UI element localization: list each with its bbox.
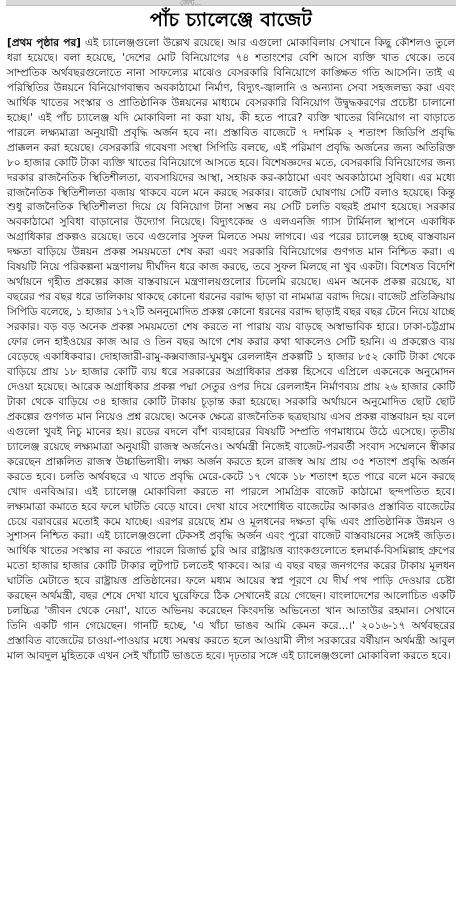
article-body-text: এই চ্যালেঞ্জগুলো উল্লেখ রয়েছে। আর এগুলো মোকাবিলায় সেখানে কিছু কৌশলও তুলে ধরা হয়েছে। বলা হয়েছে, 'দেশের মোট বিনিয়োগের ৭৪ শতাংশের বেশি আসে ব্যক্তি খাত থেকে। তবে সাম্প্রতিক অর্থবছরগুলোতে নানা সাফল্যের মাঝেও বেসরকারি বিনিয়োগে কাঙ্ক্ষিত গতি আসেনি। তাই এ পরিস্থিতির উন্নয়নে বিনিয়োগবান্ধব অবকাঠামো নির্মাণ, বিদ্যুৎ-জ্বালানি ও অন্যান্য সেবা সহজলভ্য করা এবং আর্থিক খাতের সংস্কার ও প্রাতিষ্ঠানিক উন্নয়নের মাধ্যমে বেসরকারি বিনিয়োগ উদ্বুদ্ধকরণের প্রচেষ্টা চালানো হচ্ছে।' এই পাঁচ চ্যালেঞ্জ যদি মোকাবিলা না করা যায়, কী হতে পারে? ব্যক্তি খাতের বিনিয়োগ না বাড়াতে পারলে লক্ষ্যমাত্রা অনুযায়ী প্রবৃদ্ধি অর্জন হবে না। প্রস্তাবিত বাজেটে ৭ দশমিক ২ শতাংশ জিডিপি প্রবৃদ্ধি প্রাক্কলন করা হয়েছে। বেসরকারি গবেষণা সংস্থা সিপিডি বলছে, এই পরিমাণ প্রবৃদ্ধি অর্জনের জন্য অতিরিক্ত ৮০ হাজার কোটি টাকা ব্যক্তি খাতের বিনিয়োগে আসতে হবে। বিশেষজ্ঞদের মতে, বেসরকারি বিনিয়োগের জন্য দরকার রাজনৈতিক স্থিতিশীলতা, ব্যবসায়িদের আস্থা, সহায়ক কর-কাঠামো এবং অবকাঠামো সুবিধা। এর মধ্যে রাজনৈতিক স্থিতিশীলতা বজায় থাকবে বলে মনে করছে সরকার। বাজেট ঘোষণায় সেটি বলাও হয়েছে। কিন্তু শুধু রাজনৈতিক স্থিতিশীলতা দিয়ে যে বিনিয়োগ টানা সম্ভব নয় সেটি চলতি বছরই প্রমাণ হয়েছে। সরকার অবকাঠামো সুবিধা বাড়ানোর উদ্যোগ নিয়েছে। বিদ্যুৎকেন্দ্র ও এলএনজি গ্যাস টার্মিনাল স্থাপনে একাধিক অগ্রাধিকার প্রকল্পও রয়েছে। তবে এগুলোর সুফল মিলতে সময় লাগবে। এর পরের চ্যালেঞ্জ হচ্ছে বাস্তবায়ন দক্ষতা বাড়িয়ে উন্নয়ন প্রকল্প সময়মতো শেষ করা এবং সরকারি বিনিয়োগের গুণগত মান নিশ্চিত করা। এ বিষয়টি নিয়ে পরিকল্পনা মন্ত্রণালয় দীর্ঘদিন ধরে কাজ করছে, তবে সুফল মিলছে না খুব একটা। বিশেষত বিদেশি অর্থায়নে গৃহীত প্রকল্পের কাজ বাস্তবায়নে মন্ত্রণালয়গুলোর ঢিলেমি রয়েছে। এমন অনেক প্রকল্প রয়েছে, যা বছরের পর বছর ধরে তালিকায় থাকছে কোনো ধরনের বরাদ্দ ছাড়া বা নামমাত্র বরাদ্দ দিয়ে। বাজেট প্রতিক্রিয়ায় সিপিডি বলেছে, ১ হাজার ১৭২টি অননুমোদিত প্রকল্প কোনো ধরনের বরাদ্দ ছাড়াই বছর বছর টেনে নিয়ে যাচ্ছে সরকার। বড় বড় অনেক প্রকল্প সময়মতো শেষ করতে না পারায় ব্যয় বাড়ছে অস্বাভাবিক হারে। ঢাকা-চট্টগ্রাম ফোর লেন হাইওয়ের কাজ আর ও তিন বছর আগে শেষ করার কথা থাকলেও সেটি হয়নি। এ প্রকল্পেও ব্যয় বেড়েছে একাধিকবার। দোহাজারী-রামু-কক্সবাজার-ঘুমধুম রেললাইন প্রকল্পটি ১ হাজার ৮৫২ কোটি টাকা থেকে বাড়িয়ে প্রায় ১৮ হাজার কোটি ব্যয় ধরে সরকারের অগ্রাধিকার প্রকল্প হিসেবে এপ্রিলে একনেকে অনুমোদন দেওয়া হয়েছে। আরেক অগ্রাধিকার প্রকল্প পদ্মা সেতুর ওপর দিয়ে রেললাইন নির্মাণব্যয় প্রায় ২৬ হাজার কোটি টাকা থেকে বাড়িয়ে ৩৪ হাজার কোটি টাকায় চূড়ান্ত করা হয়েছে। সরকারি অর্থায়নে অনুমোদিত ছোট ছোট প্রকল্পের গুণগত মান নিয়েও প্রশ্ন রয়েছে। অনেক ক্ষেত্রে রাজনৈতিক ছত্রছায়ায় এসব প্রকল্প বাস্তবায়ন হয় বলে এগুলো খুবই নিচু মানের হয়। রডের বদলে বাঁশ ব্যবহারের বিষয়টি সম্প্রতি গণমাধ্যমে উঠে এসেছে। তৃতীয় চ্যালেঞ্জ রয়েছে লক্ষ্যমাত্রা অনুযায়ী রাজস্ব অর্জনেও। অর্থমন্ত্রী নিজেই বাজেট-পরবর্তী সংবাদ সম্মেলনে স্বীকার করেছেন প্রাক্কলিত রাজস্ব উচ্চাভিলাষী। লক্ষ্য অর্জন করতে হলে রাজস্ব আয় প্রায় ৩৫ শতাংশ প্রবৃদ্ধি অর্জন করতে হবে। চলতি অর্থবছরে এ খাতে প্রবৃদ্ধি মেরে-কেটে ১৭ থেকে ১৮ শতাংশ হতে পারে বলে মনে করছে খোদ এনবিআর। এই চ্যালেঞ্জ মোকাবিলা করতে না পারলে সামগ্রিক বাজেট কাঠামো ছন্দপতিত হবে। লক্ষ্যমাত্রা কমাতে হবে ফলে ঘাটতি বেড়ে যাবে। দেখা যাবে সংশোধিত বাজেটের আকারও প্রস্তাবিত বাজেটের চেয়ে বরাবরের মতোই কমে যাচ্ছে। এরপর রয়েছে শ্রম ও মূলধনের দক্ষতা বৃদ্ধি এবং প্রাতিষ্ঠানিক উন্নয়ন ও সুশাসন নিশ্চিত করা। এই চ্যালেঞ্জগুলো টেকসই প্রবৃদ্ধি অর্জন এবং পুরো বাজেট বাস্তবায়নের সঙ্গেই জড়িত। আর্থিক খাতের সংস্কার না করতে পারলে রিজার্ভ চুরি আর রাষ্ট্রায়ত্ত ব্যাংকগুলোতে হলমার্ক-বিসমিল্লাহ গ্রুপের মতো হাজার হাজার কোটি টাকার লুটপাট চলতেই থাকবে। আর এ বছর বছর জনগণের করের টাকায় মূলধন ঘাটতি মেটাতে হবে রাষ্ট্রায়ত্ত প্রতিষ্ঠানের। ফলে মধ্যম আয়ের স্বপ্ন পূরণে যে দীর্ঘ পথ পাড়ি দেওয়ার চেষ্টা করছেন অর্থমন্ত্রী, বছর শেষে দেখা যাবে ঘুরেফিরে ঠিক সেখানেই রয়ে গেছেন। বাংলাদেশের আলোচিত একটি চলচ্চিত্র 'জীবন থেকে নেয়া', যাতে অভিনয় করেছেন কিংবদন্তি অভিনেতা খান আতাউর রহমান। সেখানে তিনি একটি গান গেয়েছেন। গানটি হচ্ছে, 'এ খাঁচা ভাঙব আমি কেমন করে...।' ২০১৬-১৭ অর্থবছরের প্রস্তাবিত বাজেটের চাওয়া-পাওয়ার মধ্যে সমন্বয় করতে হলে আওয়ামী লীগ সরকারের বর্ষীয়ান অর্থমন্ত্রী আবুল মাল আবদুল মুহিতকে এখন সেই খাঁচাটি ভাঙতে হবে। দৃঢ়তার সঙ্গে এই চ্যালেঞ্জগুলো মোকাবিলা করতে হবে।: [7, 37, 455, 663]
article-headline: পাঁচ চ্যালেঞ্জে বাজেট: [150, 9, 312, 31]
article-body: [7, 36, 455, 912]
continued-from-page-marker: [প্রথম পৃষ্ঠার পর]: [7, 37, 81, 49]
previous-article-fragment: জেন্ট...: [180, 0, 202, 6]
